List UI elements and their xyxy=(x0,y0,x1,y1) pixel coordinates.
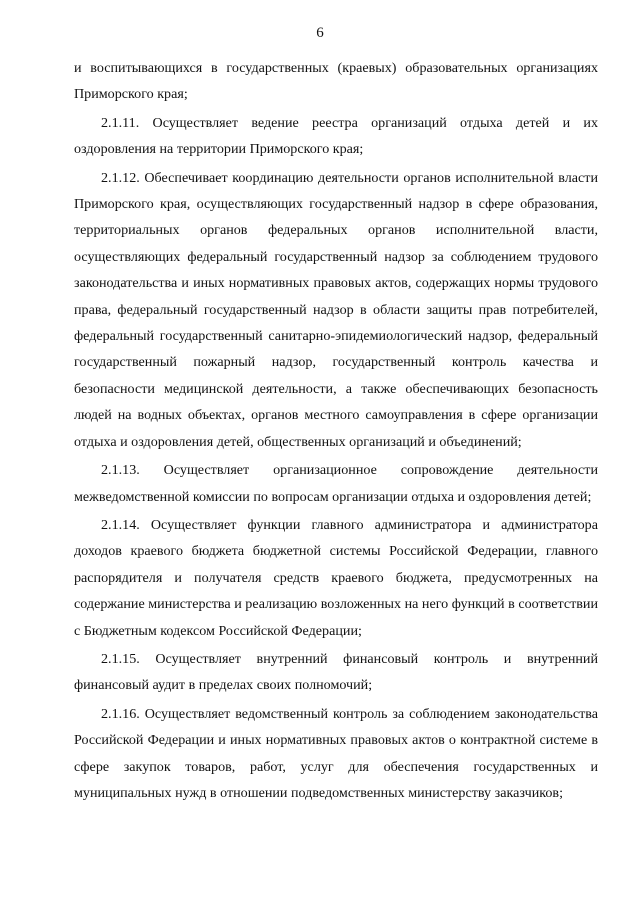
paragraph-continuation: и воспитывающихся в государственных (краевых) образовательных организациях Приморского края; xyxy=(74,60,598,103)
paragraph-2-1-15: 2.1.15. Осуществляет внутренний финансовый контроль и внутренний финансовый аудит в пределах своих полномочий; xyxy=(74,650,598,694)
page-number: 6 xyxy=(316,25,324,41)
paragraph-2-1-16: 2.1.16. Осуществляет ведомственный контроль за соблюдением законодательства Российской Федерации и иных нормативных правовых актов о контрактной системе в сфере закупок товаров, работ, услуг для обеспечения государственных и муниципальных нужд в отношении подведомственных министерству заказчиков; xyxy=(74,705,598,801)
paragraph-2-1-11: 2.1.11. Осуществляет ведение реестра организаций отдыха детей и их оздоровления на территории Приморского края; xyxy=(74,114,598,158)
paragraph-2-1-13: 2.1.13. Осуществляет организационное сопровождение деятельности межведомственной комиссии по вопросам организации отдыха и оздоровления детей; xyxy=(74,462,598,505)
document-body xyxy=(74,55,598,808)
paragraph-2-1-14: 2.1.14. Осуществляет функции главного администратора и администратора доходов краевого бюджета бюджетной системы Российской Федерации, главного распорядителя и получателя средств краевого бюджета, предусмотренных на содержание министерства и реализацию возложенных на него функций в соответствии с Бюджетным кодексом Российской Федерации; xyxy=(74,516,598,639)
paragraph-2-1-12: 2.1.12. Обеспечивает координацию деятельности органов исполнительной власти Приморского края, осуществляющих государственный надзор в сфере образования, территориальных органов федеральных органов исполнительной власти, осуществляющих федеральный государственный надзор за соблюдением трудового законодательства и иных нормативных правовых актов, содержащих нормы трудового права, федеральный государственный надзор в области защиты прав потребителей, федеральный государственный санитарно-эпидемиологический надзор, федеральный государственный пожарный надзор, государственный контроль качества и безопасности медицинской деятельности, а также обеспечивающих безопасность людей на водных объектах, органов местного самоуправления в сфере организации отдыха и оздоровления детей, общественных организаций и объединений; xyxy=(74,169,598,450)
